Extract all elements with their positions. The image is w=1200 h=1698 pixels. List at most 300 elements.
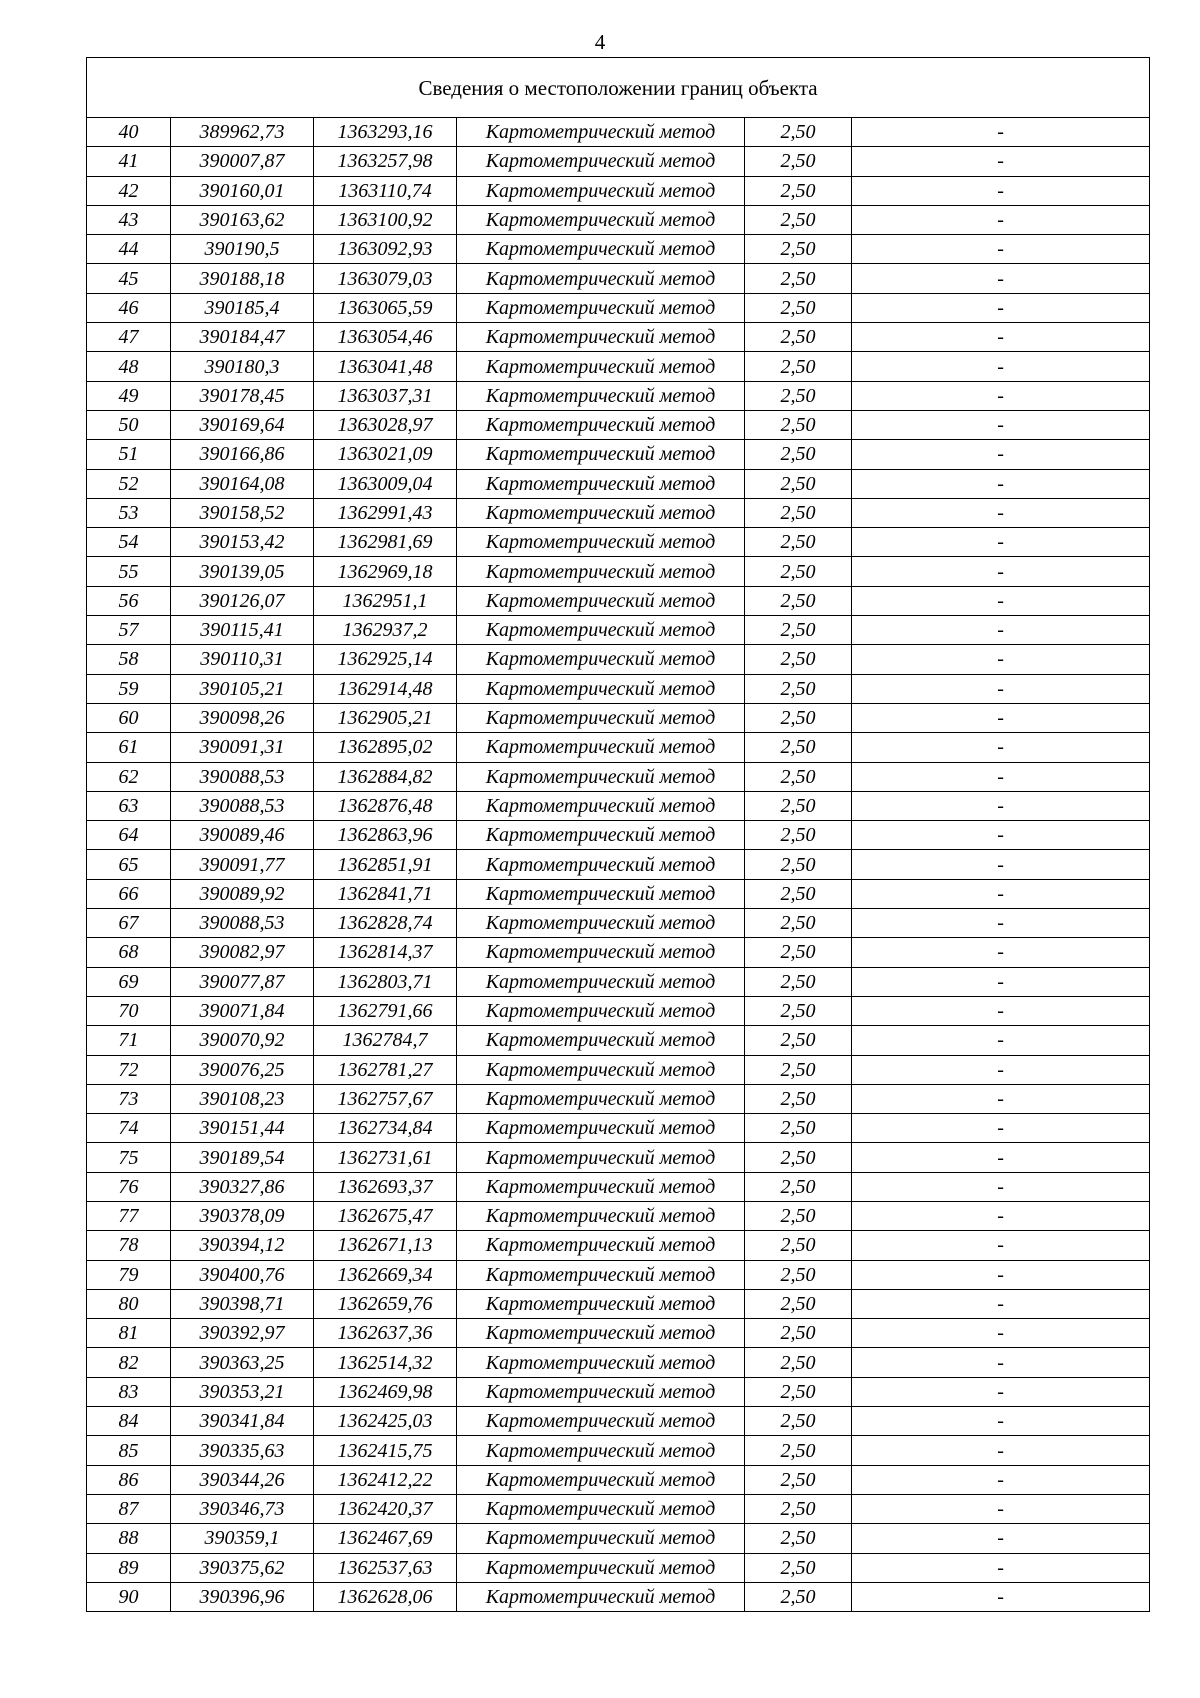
method-cell: Картометрический метод (457, 821, 745, 850)
table-row (87, 616, 1150, 645)
accuracy-cell: 2,50 (745, 733, 852, 762)
description-cell: - (852, 996, 1150, 1025)
x-coordinate-cell: 390077,87 (171, 967, 314, 996)
description-cell: - (852, 1143, 1150, 1172)
description-cell: - (852, 1407, 1150, 1436)
accuracy-cell: 2,50 (745, 1055, 852, 1084)
point-number-cell: 68 (87, 938, 171, 967)
description-cell: - (852, 1026, 1150, 1055)
description-cell: - (852, 1494, 1150, 1523)
point-number-cell: 53 (87, 498, 171, 527)
y-coordinate-cell: 1362905,21 (314, 703, 457, 732)
accuracy-cell: 2,50 (745, 1231, 852, 1260)
accuracy-cell: 2,50 (745, 440, 852, 469)
description-cell: - (852, 205, 1150, 234)
x-coordinate-cell: 390115,41 (171, 616, 314, 645)
table-title: Сведения о местоположении границ объекта (87, 58, 1150, 118)
description-cell: - (852, 1289, 1150, 1318)
description-cell: - (852, 1377, 1150, 1406)
accuracy-cell: 2,50 (745, 1436, 852, 1465)
point-number-cell: 55 (87, 557, 171, 586)
table-row (87, 1465, 1150, 1494)
method-cell: Картометрический метод (457, 586, 745, 615)
accuracy-cell: 2,50 (745, 1201, 852, 1230)
accuracy-cell: 2,50 (745, 1084, 852, 1113)
y-coordinate-cell: 1362637,36 (314, 1319, 457, 1348)
accuracy-cell: 2,50 (745, 1319, 852, 1348)
y-coordinate-cell: 1362991,43 (314, 498, 457, 527)
point-number-cell: 54 (87, 528, 171, 557)
point-number-cell: 71 (87, 1026, 171, 1055)
x-coordinate-cell: 390190,5 (171, 235, 314, 264)
x-coordinate-cell: 390375,62 (171, 1553, 314, 1582)
description-cell: - (852, 791, 1150, 820)
description-cell: - (852, 1319, 1150, 1348)
accuracy-cell: 2,50 (745, 469, 852, 498)
point-number-cell: 46 (87, 293, 171, 322)
point-number-cell: 42 (87, 176, 171, 205)
accuracy-cell: 2,50 (745, 1026, 852, 1055)
description-cell: - (852, 381, 1150, 410)
y-coordinate-cell: 1363021,09 (314, 440, 457, 469)
table-row (87, 205, 1150, 234)
point-number-cell: 58 (87, 645, 171, 674)
table-row (87, 645, 1150, 674)
method-cell: Картометрический метод (457, 1055, 745, 1084)
point-number-cell: 81 (87, 1319, 171, 1348)
table-row (87, 733, 1150, 762)
x-coordinate-cell: 390098,26 (171, 703, 314, 732)
accuracy-cell: 2,50 (745, 176, 852, 205)
description-cell: - (852, 147, 1150, 176)
x-coordinate-cell: 390158,52 (171, 498, 314, 527)
x-coordinate-cell: 390189,54 (171, 1143, 314, 1172)
y-coordinate-cell: 1363100,92 (314, 205, 457, 234)
accuracy-cell: 2,50 (745, 1348, 852, 1377)
x-coordinate-cell: 390394,12 (171, 1231, 314, 1260)
method-cell: Картометрический метод (457, 645, 745, 674)
x-coordinate-cell: 390153,42 (171, 528, 314, 557)
y-coordinate-cell: 1362731,61 (314, 1143, 457, 1172)
x-coordinate-cell: 390327,86 (171, 1172, 314, 1201)
y-coordinate-cell: 1362841,71 (314, 879, 457, 908)
accuracy-cell: 2,50 (745, 674, 852, 703)
description-cell: - (852, 1553, 1150, 1582)
point-number-cell: 61 (87, 733, 171, 762)
table-row (87, 762, 1150, 791)
table-title-row (87, 58, 1150, 118)
y-coordinate-cell: 1362981,69 (314, 528, 457, 557)
method-cell: Картометрический метод (457, 440, 745, 469)
description-cell: - (852, 645, 1150, 674)
point-number-cell: 62 (87, 762, 171, 791)
accuracy-cell: 2,50 (745, 118, 852, 147)
y-coordinate-cell: 1362863,96 (314, 821, 457, 850)
y-coordinate-cell: 1362693,37 (314, 1172, 457, 1201)
description-cell: - (852, 1436, 1150, 1465)
table-row (87, 909, 1150, 938)
accuracy-cell: 2,50 (745, 1524, 852, 1553)
y-coordinate-cell: 1362412,22 (314, 1465, 457, 1494)
y-coordinate-cell: 1363028,97 (314, 410, 457, 439)
x-coordinate-cell: 390105,21 (171, 674, 314, 703)
table-row (87, 440, 1150, 469)
table-row (87, 557, 1150, 586)
accuracy-cell: 2,50 (745, 821, 852, 850)
description-cell: - (852, 557, 1150, 586)
x-coordinate-cell: 390346,73 (171, 1494, 314, 1523)
point-number-cell: 70 (87, 996, 171, 1025)
method-cell: Картометрический метод (457, 1289, 745, 1318)
description-cell: - (852, 264, 1150, 293)
accuracy-cell: 2,50 (745, 205, 852, 234)
method-cell: Картометрический метод (457, 410, 745, 439)
y-coordinate-cell: 1363037,31 (314, 381, 457, 410)
table-row (87, 1407, 1150, 1436)
method-cell: Картометрический метод (457, 703, 745, 732)
accuracy-cell: 2,50 (745, 352, 852, 381)
x-coordinate-cell: 390082,97 (171, 938, 314, 967)
point-number-cell: 69 (87, 967, 171, 996)
point-number-cell: 67 (87, 909, 171, 938)
accuracy-cell: 2,50 (745, 616, 852, 645)
accuracy-cell: 2,50 (745, 323, 852, 352)
accuracy-cell: 2,50 (745, 1377, 852, 1406)
table-row (87, 791, 1150, 820)
method-cell: Картометрический метод (457, 1260, 745, 1289)
y-coordinate-cell: 1362828,74 (314, 909, 457, 938)
table-row (87, 938, 1150, 967)
table-row (87, 264, 1150, 293)
method-cell: Картометрический метод (457, 762, 745, 791)
y-coordinate-cell: 1362757,67 (314, 1084, 457, 1113)
table-row (87, 1055, 1150, 1084)
point-number-cell: 87 (87, 1494, 171, 1523)
description-cell: - (852, 498, 1150, 527)
description-cell: - (852, 909, 1150, 938)
y-coordinate-cell: 1362671,13 (314, 1231, 457, 1260)
method-cell: Картометрический метод (457, 1084, 745, 1113)
y-coordinate-cell: 1363092,93 (314, 235, 457, 264)
x-coordinate-cell: 390353,21 (171, 1377, 314, 1406)
y-coordinate-cell: 1362537,63 (314, 1553, 457, 1582)
x-coordinate-cell: 390160,01 (171, 176, 314, 205)
point-number-cell: 77 (87, 1201, 171, 1230)
point-number-cell: 43 (87, 205, 171, 234)
point-number-cell: 90 (87, 1582, 171, 1611)
method-cell: Картометрический метод (457, 1582, 745, 1611)
y-coordinate-cell: 1363293,16 (314, 118, 457, 147)
description-cell: - (852, 352, 1150, 381)
description-cell: - (852, 703, 1150, 732)
table-row (87, 1289, 1150, 1318)
accuracy-cell: 2,50 (745, 1143, 852, 1172)
accuracy-cell: 2,50 (745, 498, 852, 527)
x-coordinate-cell: 389962,73 (171, 118, 314, 147)
x-coordinate-cell: 390088,53 (171, 791, 314, 820)
table-row (87, 1231, 1150, 1260)
method-cell: Картометрический метод (457, 498, 745, 527)
description-cell: - (852, 1348, 1150, 1377)
accuracy-cell: 2,50 (745, 1494, 852, 1523)
accuracy-cell: 2,50 (745, 879, 852, 908)
description-cell: - (852, 938, 1150, 967)
point-number-cell: 84 (87, 1407, 171, 1436)
table-row (87, 1524, 1150, 1553)
method-cell: Картометрический метод (457, 1114, 745, 1143)
x-coordinate-cell: 390169,64 (171, 410, 314, 439)
point-number-cell: 51 (87, 440, 171, 469)
method-cell: Картометрический метод (457, 1026, 745, 1055)
table-row (87, 410, 1150, 439)
description-cell: - (852, 1084, 1150, 1113)
accuracy-cell: 2,50 (745, 1582, 852, 1611)
y-coordinate-cell: 1362514,32 (314, 1348, 457, 1377)
method-cell: Картометрический метод (457, 176, 745, 205)
x-coordinate-cell: 390091,31 (171, 733, 314, 762)
table-row (87, 879, 1150, 908)
accuracy-cell: 2,50 (745, 938, 852, 967)
x-coordinate-cell: 390188,18 (171, 264, 314, 293)
y-coordinate-cell: 1362791,66 (314, 996, 457, 1025)
x-coordinate-cell: 390335,63 (171, 1436, 314, 1465)
point-number-cell: 66 (87, 879, 171, 908)
y-coordinate-cell: 1362914,48 (314, 674, 457, 703)
y-coordinate-cell: 1362951,1 (314, 586, 457, 615)
method-cell: Картометрический метод (457, 791, 745, 820)
description-cell: - (852, 469, 1150, 498)
y-coordinate-cell: 1362734,84 (314, 1114, 457, 1143)
table-row (87, 323, 1150, 352)
method-cell: Картометрический метод (457, 1377, 745, 1406)
method-cell: Картометрический метод (457, 323, 745, 352)
description-cell: - (852, 235, 1150, 264)
method-cell: Картометрический метод (457, 352, 745, 381)
method-cell: Картометрический метод (457, 879, 745, 908)
point-number-cell: 64 (87, 821, 171, 850)
point-number-cell: 89 (87, 1553, 171, 1582)
accuracy-cell: 2,50 (745, 791, 852, 820)
y-coordinate-cell: 1362884,82 (314, 762, 457, 791)
x-coordinate-cell: 390076,25 (171, 1055, 314, 1084)
table-row (87, 1377, 1150, 1406)
x-coordinate-cell: 390088,53 (171, 909, 314, 938)
x-coordinate-cell: 390108,23 (171, 1084, 314, 1113)
description-cell: - (852, 879, 1150, 908)
accuracy-cell: 2,50 (745, 1465, 852, 1494)
table-row (87, 147, 1150, 176)
description-cell: - (852, 176, 1150, 205)
point-number-cell: 75 (87, 1143, 171, 1172)
point-number-cell: 85 (87, 1436, 171, 1465)
table-row (87, 1026, 1150, 1055)
point-number-cell: 41 (87, 147, 171, 176)
point-number-cell: 65 (87, 850, 171, 879)
point-number-cell: 79 (87, 1260, 171, 1289)
y-coordinate-cell: 1363110,74 (314, 176, 457, 205)
point-number-cell: 80 (87, 1289, 171, 1318)
y-coordinate-cell: 1362814,37 (314, 938, 457, 967)
table-row (87, 1553, 1150, 1582)
point-number-cell: 59 (87, 674, 171, 703)
method-cell: Картометрический метод (457, 293, 745, 322)
accuracy-cell: 2,50 (745, 850, 852, 879)
y-coordinate-cell: 1363041,48 (314, 352, 457, 381)
method-cell: Картометрический метод (457, 264, 745, 293)
method-cell: Картометрический метод (457, 1465, 745, 1494)
description-cell: - (852, 1465, 1150, 1494)
description-cell: - (852, 1524, 1150, 1553)
x-coordinate-cell: 390398,71 (171, 1289, 314, 1318)
x-coordinate-cell: 390164,08 (171, 469, 314, 498)
accuracy-cell: 2,50 (745, 1260, 852, 1289)
x-coordinate-cell: 390071,84 (171, 996, 314, 1025)
method-cell: Картометрический метод (457, 147, 745, 176)
accuracy-cell: 2,50 (745, 645, 852, 674)
y-coordinate-cell: 1362415,75 (314, 1436, 457, 1465)
description-cell: - (852, 586, 1150, 615)
y-coordinate-cell: 1363257,98 (314, 147, 457, 176)
accuracy-cell: 2,50 (745, 762, 852, 791)
x-coordinate-cell: 390378,09 (171, 1201, 314, 1230)
table-row (87, 967, 1150, 996)
method-cell: Картометрический метод (457, 469, 745, 498)
method-cell: Картометрический метод (457, 674, 745, 703)
y-coordinate-cell: 1363054,46 (314, 323, 457, 352)
accuracy-cell: 2,50 (745, 1289, 852, 1318)
x-coordinate-cell: 390110,31 (171, 645, 314, 674)
table-row (87, 1114, 1150, 1143)
accuracy-cell: 2,50 (745, 1114, 852, 1143)
x-coordinate-cell: 390400,76 (171, 1260, 314, 1289)
description-cell: - (852, 674, 1150, 703)
description-cell: - (852, 1260, 1150, 1289)
method-cell: Картометрический метод (457, 850, 745, 879)
point-number-cell: 73 (87, 1084, 171, 1113)
point-number-cell: 86 (87, 1465, 171, 1494)
x-coordinate-cell: 390163,62 (171, 205, 314, 234)
x-coordinate-cell: 390088,53 (171, 762, 314, 791)
x-coordinate-cell: 390151,44 (171, 1114, 314, 1143)
method-cell: Картометрический метод (457, 1348, 745, 1377)
y-coordinate-cell: 1363079,03 (314, 264, 457, 293)
description-cell: - (852, 293, 1150, 322)
description-cell: - (852, 1231, 1150, 1260)
table-body (87, 118, 1150, 1612)
method-cell: Картометрический метод (457, 1319, 745, 1348)
y-coordinate-cell: 1362420,37 (314, 1494, 457, 1523)
method-cell: Картометрический метод (457, 1231, 745, 1260)
y-coordinate-cell: 1362851,91 (314, 850, 457, 879)
description-cell: - (852, 410, 1150, 439)
description-cell: - (852, 323, 1150, 352)
table-row (87, 1319, 1150, 1348)
table-row (87, 674, 1150, 703)
point-number-cell: 56 (87, 586, 171, 615)
x-coordinate-cell: 390392,97 (171, 1319, 314, 1348)
description-cell: - (852, 1582, 1150, 1611)
table-row (87, 1143, 1150, 1172)
accuracy-cell: 2,50 (745, 235, 852, 264)
x-coordinate-cell: 390091,77 (171, 850, 314, 879)
point-number-cell: 47 (87, 323, 171, 352)
description-cell: - (852, 528, 1150, 557)
point-number-cell: 83 (87, 1377, 171, 1406)
x-coordinate-cell: 390184,47 (171, 323, 314, 352)
accuracy-cell: 2,50 (745, 293, 852, 322)
x-coordinate-cell: 390089,92 (171, 879, 314, 908)
method-cell: Картометрический метод (457, 616, 745, 645)
point-number-cell: 50 (87, 410, 171, 439)
x-coordinate-cell: 390180,3 (171, 352, 314, 381)
point-number-cell: 48 (87, 352, 171, 381)
y-coordinate-cell: 1362895,02 (314, 733, 457, 762)
accuracy-cell: 2,50 (745, 147, 852, 176)
accuracy-cell: 2,50 (745, 264, 852, 293)
accuracy-cell: 2,50 (745, 381, 852, 410)
point-number-cell: 52 (87, 469, 171, 498)
method-cell: Картометрический метод (457, 909, 745, 938)
y-coordinate-cell: 1362937,2 (314, 616, 457, 645)
table-row (87, 1260, 1150, 1289)
x-coordinate-cell: 390178,45 (171, 381, 314, 410)
description-cell: - (852, 733, 1150, 762)
method-cell: Картометрический метод (457, 967, 745, 996)
y-coordinate-cell: 1362628,06 (314, 1582, 457, 1611)
method-cell: Картометрический метод (457, 1436, 745, 1465)
accuracy-cell: 2,50 (745, 909, 852, 938)
description-cell: - (852, 1201, 1150, 1230)
table-row (87, 118, 1150, 147)
y-coordinate-cell: 1362425,03 (314, 1407, 457, 1436)
accuracy-cell: 2,50 (745, 1553, 852, 1582)
description-cell: - (852, 850, 1150, 879)
method-cell: Картометрический метод (457, 1201, 745, 1230)
accuracy-cell: 2,50 (745, 996, 852, 1025)
method-cell: Картометрический метод (457, 557, 745, 586)
y-coordinate-cell: 1362669,34 (314, 1260, 457, 1289)
x-coordinate-cell: 390139,05 (171, 557, 314, 586)
table-row (87, 850, 1150, 879)
description-cell: - (852, 762, 1150, 791)
x-coordinate-cell: 390359,1 (171, 1524, 314, 1553)
point-number-cell: 40 (87, 118, 171, 147)
y-coordinate-cell: 1362659,76 (314, 1289, 457, 1318)
y-coordinate-cell: 1362469,98 (314, 1377, 457, 1406)
y-coordinate-cell: 1362781,27 (314, 1055, 457, 1084)
point-number-cell: 44 (87, 235, 171, 264)
y-coordinate-cell: 1362803,71 (314, 967, 457, 996)
method-cell: Картометрический метод (457, 1553, 745, 1582)
accuracy-cell: 2,50 (745, 1172, 852, 1201)
description-cell: - (852, 1114, 1150, 1143)
x-coordinate-cell: 390396,96 (171, 1582, 314, 1611)
table-row (87, 1494, 1150, 1523)
description-cell: - (852, 821, 1150, 850)
point-number-cell: 60 (87, 703, 171, 732)
point-number-cell: 57 (87, 616, 171, 645)
y-coordinate-cell: 1362675,47 (314, 1201, 457, 1230)
method-cell: Картометрический метод (457, 938, 745, 967)
table-row (87, 293, 1150, 322)
page-number: 4 (594, 30, 606, 54)
method-cell: Картометрический метод (457, 235, 745, 264)
table-row (87, 469, 1150, 498)
point-number-cell: 88 (87, 1524, 171, 1553)
accuracy-cell: 2,50 (745, 1407, 852, 1436)
method-cell: Картометрический метод (457, 205, 745, 234)
x-coordinate-cell: 390185,4 (171, 293, 314, 322)
